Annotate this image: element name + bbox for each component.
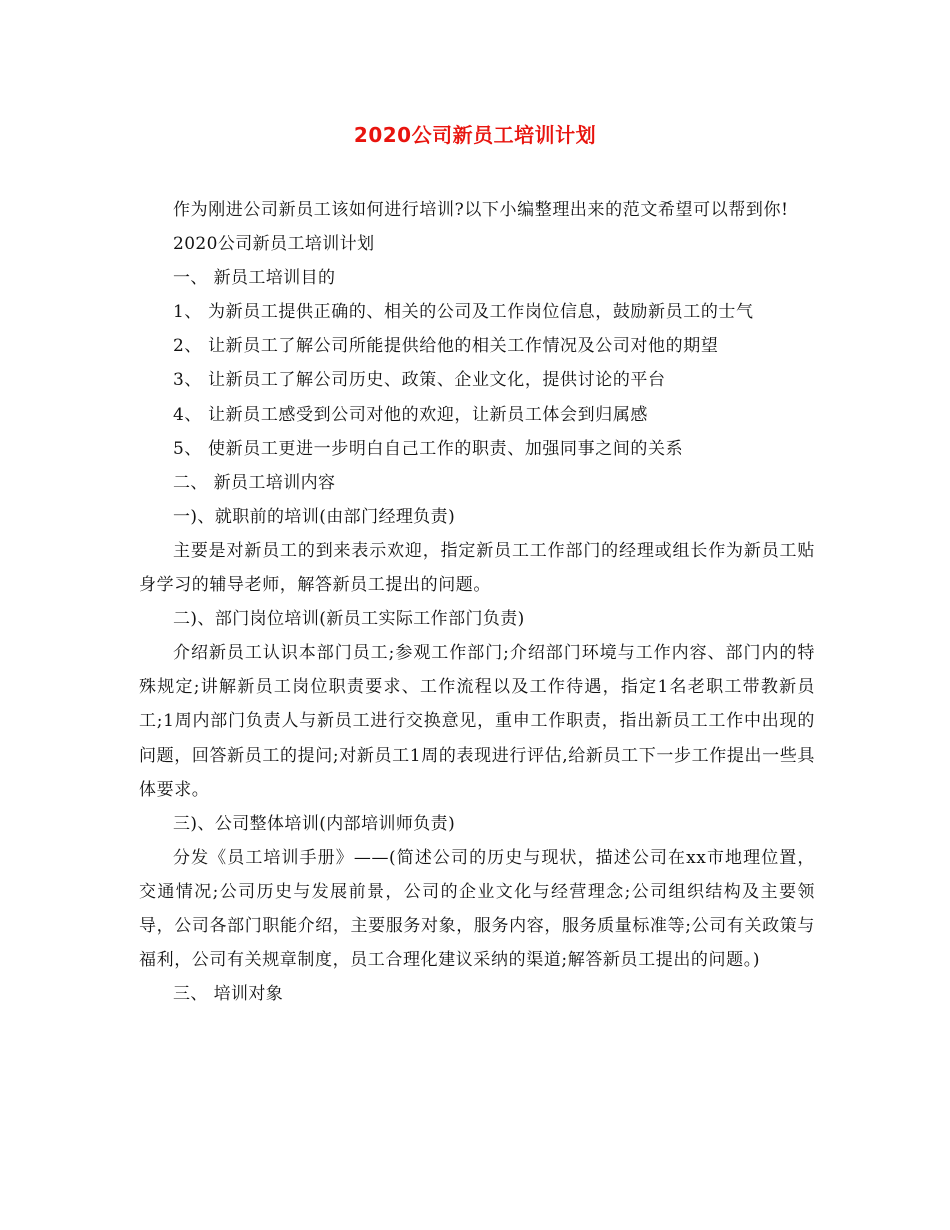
purpose-item-2: 2、 让新员工了解公司所能提供给他的相关工作情况及公司对他的期望 (173, 336, 719, 357)
section-heading-content: 二、 新员工培训内容 (173, 472, 336, 493)
plan-heading: 2020公司新员工培训计划 (173, 234, 375, 255)
purpose-item-5: 5、 使新员工更进一步明白自己工作的职责、加强同事之间的关系 (173, 438, 684, 459)
pre-job-paragraph: 主要是对新员工的到来表示欢迎，指定新员工工作部门的经理或组长作为新员工贴身学习的辅导老师，解答新员工提出的问题。 (139, 540, 815, 596)
department-paragraph: 介绍新员工认识本部门员工;参观工作部门;介绍部门环境与工作内容、部门内的特殊规定;讲解新员工岗位职责要求、工作流程以及工作待遇，指定1名老职工带教新员工;1周内部门负责人与新员工进行交换意见，重申工作职责，指出新员工工作中出现的问题，回答新员工的提问;对新员工1周的表现进行评估,给新员工下一步工作提出一些具体要求。 (139, 643, 815, 800)
page-title: 2020公司新员工培训计划 (353, 123, 597, 147)
purpose-item-3: 3、 让新员工了解公司历史、政策、企业文化，提供讨论的平台 (173, 370, 666, 391)
purpose-item-4: 4、 让新员工感受到公司对他的欢迎，让新员工体会到归属感 (173, 404, 649, 425)
section-heading-targets: 三、 培训对象 (173, 984, 284, 1005)
subsection-heading-department: 二)、部门岗位培训(新员工实际工作部门负责) (173, 609, 525, 630)
company-paragraph: 分发《员工培训手册》——(简述公司的历史与现状，描述公司在xx市地理位置，交通情况;公司历史与发展前景，公司的企业文化与经营理念;公司组织结构及主要领导，公司各部门职能介绍，主要服务对象，服务内容，服务质量标准等;公司有关政策与福利，公司有关规章制度，员工合理化建议采纳的渠道;解答新员工提出的问题。) (139, 847, 815, 971)
section-heading-purpose: 一、 新员工培训目的 (173, 268, 336, 289)
subsection-heading-pre-job: 一)、就职前的培训(由部门经理负责) (173, 506, 456, 527)
purpose-item-1: 1、 为新员工提供正确的、相关的公司及工作岗位信息，鼓励新员工的士气 (173, 302, 754, 323)
subsection-heading-company: 三)、公司整体培训(内部培训师负责) (173, 813, 456, 834)
document-body (139, 193, 815, 1011)
intro-paragraph: 作为刚进公司新员工该如何进行培训?以下小编整理出来的范文希望可以帮到你! (173, 200, 789, 220)
